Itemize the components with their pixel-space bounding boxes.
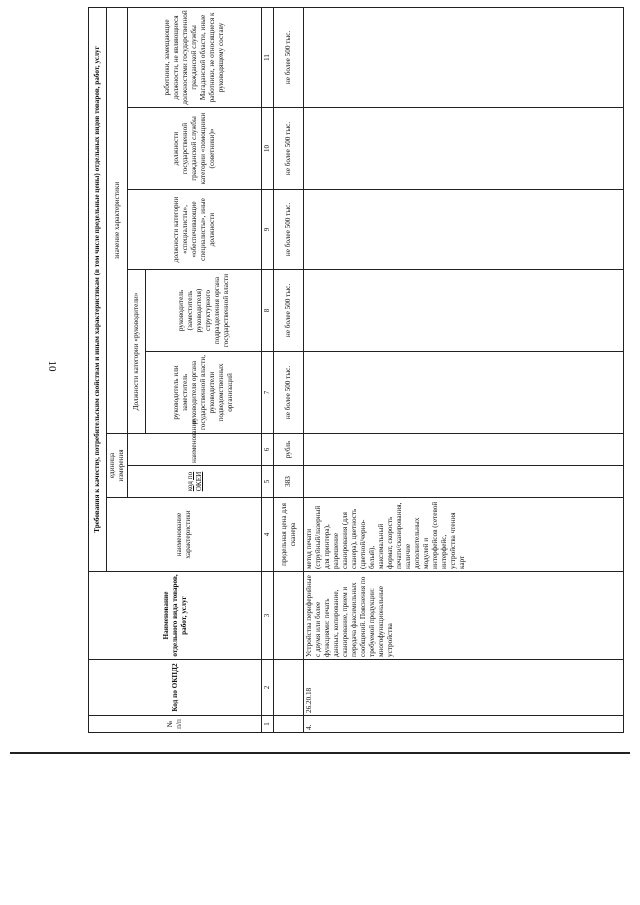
col-number: 2 bbox=[262, 660, 274, 716]
header-heads-group: Должности категории «руководители» bbox=[128, 270, 146, 434]
cell-unit: рубль bbox=[274, 434, 304, 466]
cell-unit bbox=[304, 434, 624, 466]
cell-value: не более 500 тыс. bbox=[274, 190, 304, 270]
cell-number: 4. bbox=[304, 716, 624, 733]
cell-okpd bbox=[274, 660, 304, 716]
header-char-name: наименование характеристики bbox=[107, 498, 262, 572]
header-number: № п/п bbox=[89, 716, 262, 733]
cell-okpd: 26.20.18 bbox=[304, 660, 624, 716]
cell-value bbox=[304, 7, 624, 107]
col-number: 6 bbox=[262, 434, 274, 466]
header-head2: руководитель (заместитель руководителя) структурного подразделения органа государственной власти bbox=[146, 270, 262, 352]
header-head1: руководитель или заместитель руководителя органа государственной власти, руководители подведомственных организаций bbox=[146, 352, 262, 434]
cell-value: не более 500 тыс. bbox=[274, 7, 304, 107]
requirements-table bbox=[88, 7, 624, 733]
header-name: Наименование отдельного вида товаров, работ, услуг bbox=[89, 572, 262, 660]
cell-value bbox=[304, 270, 624, 352]
cell-value bbox=[304, 190, 624, 270]
cell-value: не более 500 тыс. bbox=[274, 352, 304, 434]
table-row bbox=[304, 7, 624, 732]
column-number-row bbox=[262, 7, 274, 732]
col-number: 10 bbox=[262, 108, 274, 190]
header-workers: работники, замещающие должности, не являющиеся должностями государственной гражданской службы Магаданской области, иные работники, не относящиеся к руководящему составу bbox=[128, 7, 262, 107]
cell-value bbox=[304, 108, 624, 190]
col-number: 7 bbox=[262, 352, 274, 434]
cell-char-name: предельная цена для сканера bbox=[274, 498, 304, 572]
cell-value: не более 500 тыс. bbox=[274, 108, 304, 190]
rotated-table-container bbox=[88, 8, 623, 733]
col-number: 8 bbox=[262, 270, 274, 352]
cell-value bbox=[304, 352, 624, 434]
header-value-group: значение характеристики bbox=[107, 7, 128, 433]
col-number: 4 bbox=[262, 498, 274, 572]
col-number: 9 bbox=[262, 190, 274, 270]
cell-char-name: метод печати (струйный/лазерный для принтера), разрешение сканирования (для сканера), цветность (цветной/черно-белый), максимальный формат, скорость печати/сканирования, наличие дополнительных модулей и интерфейсов (сетевой интерфейс, устройства чтения карт bbox=[304, 498, 624, 572]
header-okpd: Код по ОКПД2 bbox=[89, 660, 262, 716]
cell-number bbox=[274, 716, 304, 733]
cell-name: Устройства периферийные с двумя или более функциями: печать данных, копирование, сканирование, прием и передача факсимильных сообщений. Пояснения по требуемой продукции: многофункциональные устройства bbox=[304, 572, 624, 660]
col-number: 1 bbox=[262, 716, 274, 733]
col-number: 5 bbox=[262, 466, 274, 498]
cell-okei: 383 bbox=[274, 466, 304, 498]
page-number: 10 bbox=[46, 360, 58, 372]
cell-okei bbox=[304, 466, 624, 498]
header-specialists: должности категории «специалисты», «обеспечивающие специалисты», иные должности bbox=[128, 190, 262, 270]
page-divider bbox=[10, 752, 630, 754]
header-requirements: Требования к качеству, потребительским свойствам и иным характеристикам (в том числе предельные цены) отдельных видов товаров, работ, услуг bbox=[89, 7, 107, 571]
header-okei: код по ОКЕИ bbox=[128, 466, 262, 498]
header-unit-group: единица измерения bbox=[107, 434, 128, 498]
cell-value: не более 500 тыс. bbox=[274, 270, 304, 352]
col-number: 11 bbox=[262, 7, 274, 107]
table-row bbox=[274, 7, 304, 732]
cell-name bbox=[274, 572, 304, 660]
header-unit-name: наименование bbox=[128, 434, 262, 466]
header-positions: должности государственной гражданской службы категории «помощники (советники)» bbox=[128, 108, 262, 190]
col-number: 3 bbox=[262, 572, 274, 660]
